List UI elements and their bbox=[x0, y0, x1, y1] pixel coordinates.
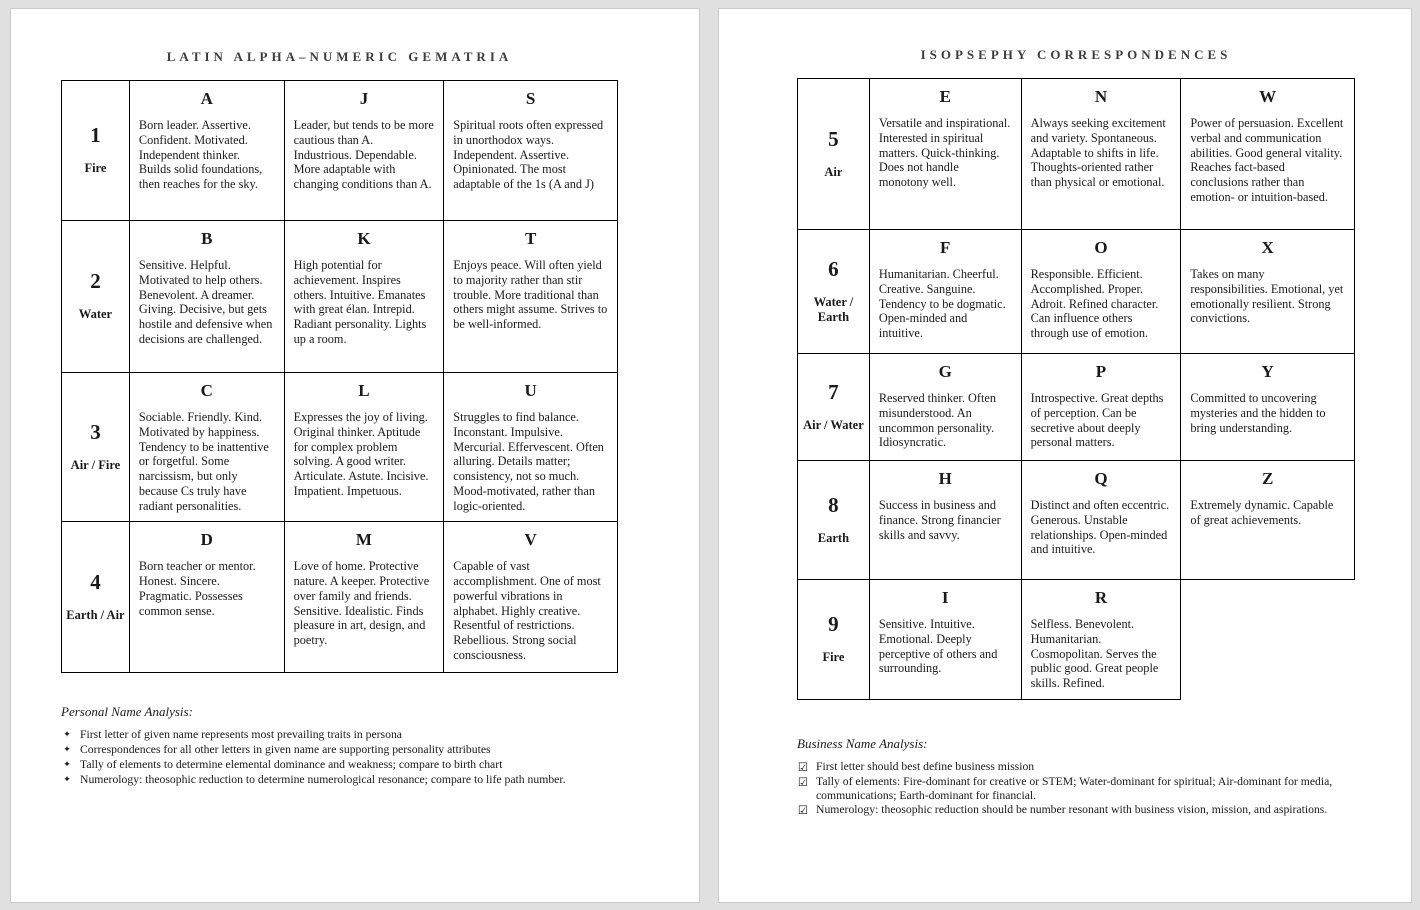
row-element: Air / Fire bbox=[70, 457, 121, 472]
letter-cell-h bbox=[869, 461, 1021, 580]
letter-heading: Y bbox=[1261, 362, 1274, 381]
star-bullet-icon: ✦ bbox=[63, 760, 71, 771]
bullet-text: Numerology: theosophic reduction should be number resonant with business vision, mission, and aspirations. bbox=[816, 803, 1328, 817]
letter-description: Selfless. Benevolent. Humanitarian. Cosmopolitan. Serves the public good. Great people skills. Refined. bbox=[1030, 617, 1159, 690]
letter-cell-j bbox=[284, 81, 444, 221]
table-row-8-earth bbox=[798, 461, 1355, 580]
row-element: Air / Water bbox=[803, 417, 864, 432]
letter-cell-l bbox=[284, 373, 444, 522]
row-number: 4 bbox=[90, 570, 101, 595]
page-title-isopsephy: ISOPSEPHY CORRESPONDENCES bbox=[920, 47, 1232, 62]
letter-description: Success in business and finance. Strong financier skills and savvy. bbox=[878, 498, 1001, 542]
letter-heading: I bbox=[941, 588, 949, 607]
number-cell bbox=[62, 221, 130, 373]
letter-description: Responsible. Efficient. Accomplished. Proper. Adroit. Refined character. Can influence others through use of emotion. bbox=[1030, 267, 1159, 340]
letter-description: Expresses the joy of living. Original thinker. Aptitude for complex problem solving. A good writer. Articulate. Astute. Incisive. Impatient. Impetuous. bbox=[293, 410, 429, 498]
row-number: 3 bbox=[90, 419, 101, 444]
row-number: 2 bbox=[90, 269, 101, 294]
letter-heading: F bbox=[940, 238, 951, 257]
row-element: Water / Earth bbox=[813, 295, 854, 324]
letter-heading: C bbox=[200, 381, 213, 400]
letter-cell-s bbox=[444, 81, 618, 221]
star-bullet-icon: ✦ bbox=[63, 730, 71, 741]
list-item bbox=[61, 758, 641, 772]
letter-cell-w bbox=[1181, 79, 1355, 230]
table-row-5-air bbox=[798, 79, 1355, 230]
list-item bbox=[61, 728, 641, 742]
row-number: 9 bbox=[828, 612, 839, 637]
table-row-4-earth-air bbox=[62, 522, 618, 673]
list-item bbox=[797, 803, 1357, 817]
letter-heading: W bbox=[1259, 87, 1277, 106]
bullet-text: First letter should best define business mission bbox=[816, 760, 1035, 773]
business-name-analysis bbox=[797, 736, 1357, 817]
table-row-1-fire bbox=[62, 81, 618, 221]
letter-heading: D bbox=[200, 530, 213, 550]
letter-cell-f bbox=[869, 230, 1021, 354]
row-element: Water bbox=[78, 307, 113, 322]
empty-cell bbox=[1181, 580, 1355, 700]
letter-cell-b bbox=[129, 221, 284, 373]
letter-heading: V bbox=[524, 530, 537, 550]
table-row-3-air-fire bbox=[62, 373, 618, 522]
letter-description: Born teacher or mentor. Honest. Sincere. Pragmatic. Possesses common sense. bbox=[138, 559, 256, 618]
letter-heading: U bbox=[524, 381, 537, 400]
number-cell bbox=[798, 580, 870, 700]
row-number: 5 bbox=[828, 126, 839, 151]
row-element: Fire bbox=[84, 161, 107, 176]
checked-checkbox-icon: ☑ bbox=[797, 760, 809, 774]
row-number: 1 bbox=[90, 123, 101, 148]
letter-cell-u bbox=[444, 373, 618, 522]
letter-description: High potential for achievement. Inspires others. Intuitive. Emanates with great élan. Intrepid. Radiant personality. Lights up a room. bbox=[293, 258, 427, 346]
row-element: Air bbox=[824, 164, 843, 179]
letter-cell-i bbox=[869, 580, 1021, 700]
row-number: 6 bbox=[828, 257, 839, 282]
letter-description: Sensitive. Helpful. Motivated to help others. Benevolent. A dreamer. Giving. Decisive, but gets hostile and defensive when decisions are challenged. bbox=[138, 258, 273, 346]
checked-checkbox-icon: ☑ bbox=[797, 803, 809, 818]
letter-description: Extremely dynamic. Capable of great achievements. bbox=[1190, 498, 1334, 527]
page-left bbox=[10, 8, 700, 903]
star-bullet-icon: ✦ bbox=[63, 745, 71, 756]
letter-cell-c bbox=[129, 373, 284, 522]
bullet-text: Correspondences for all other letters in given name are supporting personality attributes bbox=[80, 743, 491, 757]
letter-heading: O bbox=[1094, 238, 1108, 257]
list-item bbox=[61, 773, 641, 787]
page-right-content bbox=[719, 9, 1355, 817]
row-number: 7 bbox=[828, 379, 839, 404]
row-number: 8 bbox=[828, 492, 839, 517]
letter-description: Distinct and often eccentric. Generous. Unstable relationships. Open-minded and intuitive. bbox=[1030, 498, 1170, 557]
letter-cell-e bbox=[869, 79, 1021, 230]
page-right bbox=[718, 8, 1412, 903]
letter-heading: X bbox=[1261, 238, 1274, 257]
bullet-text: Tally of elements: Fire-dominant for creative or STEM; Water-dominant for spiritual; Air-dominant for media, communications; Earth-dominant for financial. bbox=[816, 775, 1333, 802]
letter-cell-n bbox=[1021, 79, 1181, 230]
analysis-heading: Business Name Analysis: bbox=[797, 736, 928, 751]
letter-heading: M bbox=[355, 530, 372, 550]
letter-heading: G bbox=[938, 362, 952, 381]
number-cell bbox=[798, 461, 870, 580]
list-item bbox=[61, 743, 641, 757]
letter-description: Sensitive. Intuitive. Emotional. Deeply perceptive of others and surrounding. bbox=[878, 617, 998, 676]
letter-description: Spiritual roots often expressed in unorthodox ways. Independent. Assertive. Opinionated. The most adaptable of the 1s (A and J) bbox=[453, 118, 604, 191]
letter-heading: N bbox=[1094, 87, 1108, 106]
letter-heading: R bbox=[1094, 588, 1108, 607]
page-left-content bbox=[11, 9, 618, 787]
letter-heading: H bbox=[938, 469, 952, 488]
bullet-text: Numerology: theosophic reduction to determine numerological resonance; compare to life path number. bbox=[80, 773, 566, 787]
letter-description: Reserved thinker. Often misunderstood. An uncommon personality. Idiosyncratic. bbox=[878, 391, 996, 450]
row-element: Earth / Air bbox=[66, 608, 125, 623]
letter-heading: B bbox=[201, 229, 213, 248]
letter-cell-z bbox=[1181, 461, 1355, 580]
letter-description: Humanitarian. Cheerful. Creative. Sanguine. Tendency to be dogmatic. Open-minded and intuitive. bbox=[878, 267, 1006, 340]
letter-heading: L bbox=[358, 381, 370, 400]
letter-description: Committed to uncovering mysteries and the hidden to bring understanding. bbox=[1190, 391, 1326, 435]
letter-cell-p bbox=[1021, 354, 1181, 461]
letter-cell-g bbox=[869, 354, 1021, 461]
number-cell bbox=[62, 373, 130, 522]
letter-cell-m bbox=[284, 522, 444, 673]
number-cell bbox=[798, 354, 870, 461]
letter-cell-t bbox=[444, 221, 618, 373]
letter-cell-y bbox=[1181, 354, 1355, 461]
checked-checkbox-icon: ☑ bbox=[797, 775, 809, 789]
letter-description: Sociable. Friendly. Kind. Motivated by happiness. Tendency to be inattentive or forgetful. Some narcissism, but only because Cs truly have radiant personalities. bbox=[138, 410, 269, 513]
letter-heading: A bbox=[200, 89, 213, 108]
letter-cell-q bbox=[1021, 461, 1181, 580]
number-cell bbox=[62, 522, 130, 673]
letter-description: Born leader. Assertive. Confident. Motivated. Independent thinker. Builds solid foundations, then reaches for the sky. bbox=[138, 118, 263, 191]
analysis-heading: Personal Name Analysis: bbox=[61, 704, 193, 720]
table-row-7-air-water bbox=[798, 354, 1355, 461]
letter-description: Introspective. Great depths of perception. Can be secretive about deeply personal matters. bbox=[1030, 391, 1164, 450]
letter-heading: J bbox=[359, 89, 369, 108]
letter-cell-x bbox=[1181, 230, 1355, 354]
letter-description: Struggles to find balance. Inconstant. Impulsive. Mercurial. Effervescent. Often alluring. Details matter; consistency, not so much. Mood-motivated, rather than logic-oriented. bbox=[453, 410, 604, 513]
number-cell bbox=[62, 81, 130, 221]
page-title-gematria: LATIN ALPHA–NUMERIC GEMATRIA bbox=[166, 49, 513, 64]
row-element: Earth bbox=[817, 530, 850, 545]
isopsephy-table bbox=[797, 78, 1355, 700]
row-element: Fire bbox=[822, 650, 845, 665]
letter-heading: Q bbox=[1094, 469, 1108, 488]
letter-heading: Z bbox=[1261, 469, 1274, 488]
letter-description: Leader, but tends to be more cautious than A. Industrious. Dependable. More adaptable with changing conditions than A. bbox=[293, 118, 434, 191]
letter-cell-v bbox=[444, 522, 618, 673]
letter-heading: T bbox=[524, 229, 537, 248]
bullet-text: Tally of elements to determine elemental dominance and weakness; compare to birth chart bbox=[80, 758, 503, 772]
letter-cell-a bbox=[129, 81, 284, 221]
number-cell bbox=[798, 79, 870, 230]
table-row-9-fire bbox=[798, 580, 1355, 700]
personal-name-analysis bbox=[61, 704, 641, 787]
letter-description: Enjoys peace. Will often yield to majority rather than stir trouble. More traditional than others might assume. Strives to be well-informed. bbox=[453, 258, 608, 331]
letter-description: Love of home. Protective nature. A keeper. Protective over family and friends. Sensitive. Idealistic. Finds pleasure in art, design, and poetry. bbox=[293, 559, 430, 647]
letter-heading: P bbox=[1095, 362, 1107, 381]
letter-description: Always seeking excitement and variety. Spontaneous. Adaptable to shifts in life. Thoughts-oriented rather than physical or emotional. bbox=[1030, 116, 1166, 189]
letter-cell-r bbox=[1021, 580, 1181, 700]
table-row-2-water bbox=[62, 221, 618, 373]
letter-heading: E bbox=[939, 87, 951, 106]
letter-description: Power of persuasion. Excellent verbal and communication abilities. Good general vitality. Reaches fact-based conclusions rather than emotion- or intuition-based. bbox=[1190, 116, 1344, 204]
letter-description: Versatile and inspirational. Interested in spiritual matters. Quick-thinking. Does not handle monotony well. bbox=[878, 116, 1011, 189]
table-row-6-water-earth bbox=[798, 230, 1355, 354]
number-cell bbox=[798, 230, 870, 354]
letter-heading: K bbox=[357, 229, 371, 248]
list-item bbox=[797, 760, 1357, 774]
gematria-table bbox=[61, 80, 618, 673]
star-bullet-icon: ✦ bbox=[63, 775, 71, 786]
letter-cell-d bbox=[129, 522, 284, 673]
list-item bbox=[797, 775, 1357, 802]
letter-cell-o bbox=[1021, 230, 1181, 354]
letter-heading: S bbox=[525, 89, 536, 108]
letter-cell-k bbox=[284, 221, 444, 373]
letter-description: Takes on many responsibilities. Emotional, yet emotionally resilient. Strong convictions. bbox=[1190, 267, 1344, 326]
bullet-text: First letter of given name represents most prevailing traits in persona bbox=[80, 728, 402, 742]
letter-description: Capable of vast accomplishment. One of most powerful vibrations in alphabet. Highly creative. Resentful of restrictions. Rebellious. Strong social consciousness. bbox=[453, 559, 601, 662]
